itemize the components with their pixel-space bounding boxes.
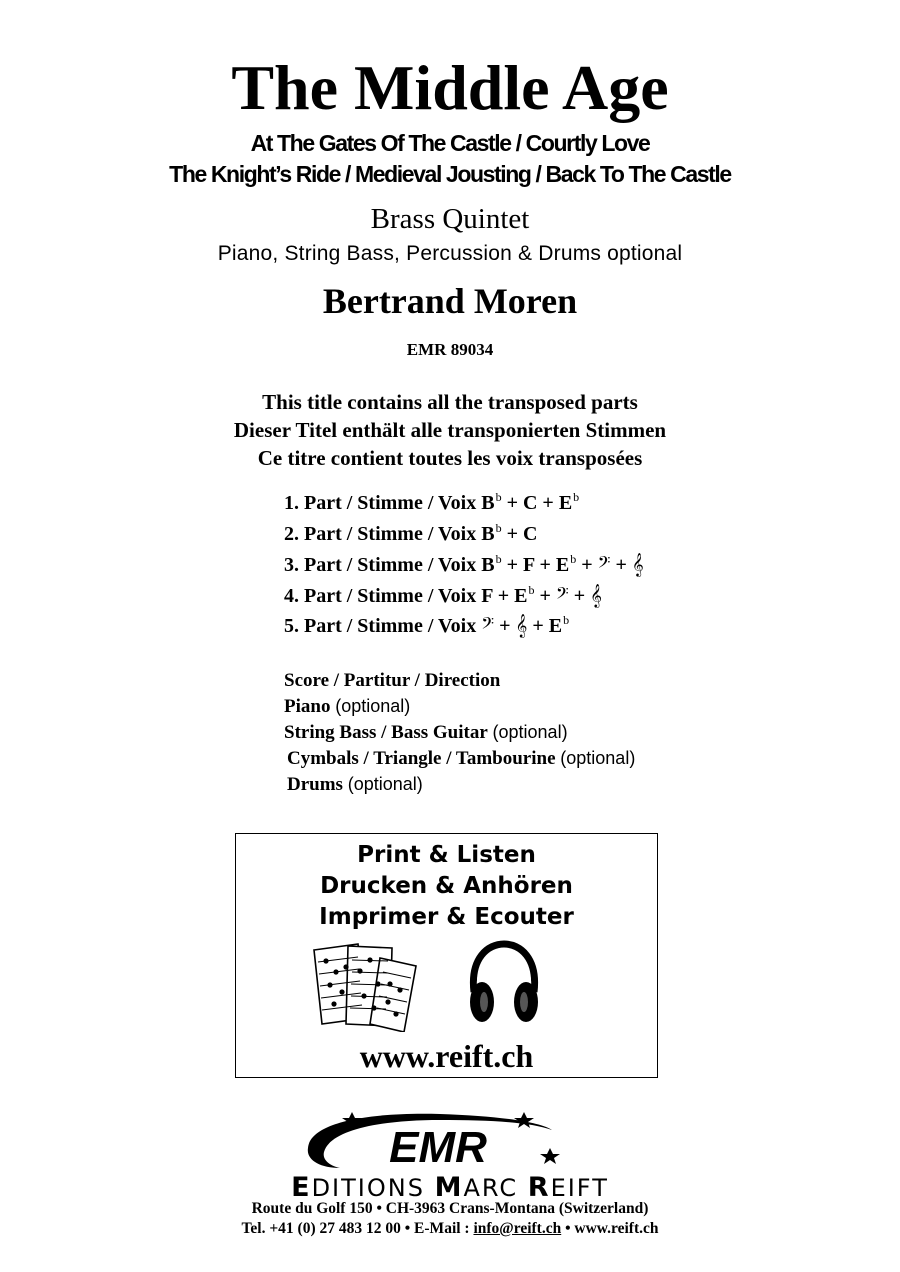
emr-logo-text: EMR xyxy=(389,1123,487,1172)
part-voicing: $B^b + F + E^b$ + 𝄢 + 𝄞 xyxy=(481,552,644,576)
treble-clef-icon: 𝄞 xyxy=(515,613,528,637)
part-item: 3. Part / Stimme / Voix $B^b + F + E^b$ + 𝄢 + 𝄞 xyxy=(284,552,644,576)
headphones-icon xyxy=(464,940,544,1028)
extra-item: String Bass / Bass Guitar (optional) xyxy=(284,722,568,743)
email-link[interactable]: info@reift.ch xyxy=(473,1220,562,1237)
part-voicing: 𝄢 + 𝄞 + $E^b$ xyxy=(481,613,570,637)
notice-german: Dieser Titel enthält alle transponierten Stimmen xyxy=(233,418,667,442)
instrumentation: Brass Quintet xyxy=(370,203,530,235)
part-item: 5. Part / Stimme / Voix 𝄢 + 𝄞 + $E^b$ xyxy=(284,613,570,637)
part-voicing: $F + E^b$ + 𝄢 + 𝄞 xyxy=(481,582,602,607)
promo-line-english: Print & Listen xyxy=(357,842,536,868)
notice-english: This title contains all the transposed parts xyxy=(262,390,638,414)
part-item: 2. Part / Stimme / Voix $B^b + C$ xyxy=(284,520,538,545)
part-voicing: $B^b + C$ xyxy=(481,520,538,545)
bass-clef-icon: 𝄢 xyxy=(481,613,495,637)
publisher-address: Route du Golf 150 • CH-3963 Crans-Montana (Switzerland) xyxy=(251,1200,649,1217)
optional-instruments: Piano, String Bass, Percussion & Drums optional xyxy=(217,242,683,265)
composer-name: Bertrand Moren xyxy=(322,281,578,321)
treble-clef-icon: 𝄞 xyxy=(590,582,602,607)
notice-french: Ce titre contient toutes les voix transposées xyxy=(257,446,643,470)
publisher-name: EDITIONS MARC REIFT xyxy=(291,1172,609,1203)
emr-logo xyxy=(300,1108,570,1176)
part-item: 1. Part / Stimme / Voix $B^b + C + E^b$ xyxy=(284,490,580,514)
extras-list xyxy=(284,667,804,797)
publisher-contact: Tel. +41 (0) 27 483 12 00 • E-Mail : info@reift.ch • www.reift.ch xyxy=(241,1220,659,1237)
part-voicing: $B^b + C + E^b$ xyxy=(481,490,580,514)
extra-item: Score / Partitur / Direction xyxy=(284,670,501,691)
bass-clef-icon: 𝄢 xyxy=(555,582,569,607)
print-listen-box xyxy=(235,833,658,1078)
promo-line-german: Drucken & Anhören xyxy=(320,873,573,899)
promo-line-french: Imprimer & Ecouter xyxy=(319,904,574,930)
page-title: The Middle Age xyxy=(231,52,669,123)
part-item: 4. Part / Stimme / Voix $F + E^b$ + 𝄢 + 𝄞 xyxy=(284,582,602,607)
movements-line-2: The Knight’s Ride / Medieval Jousting / Back To The Castle xyxy=(169,161,731,187)
treble-clef-icon: 𝄞 xyxy=(631,552,644,576)
extra-item: Drums (optional) xyxy=(287,774,423,795)
parts-list xyxy=(284,488,804,641)
bass-clef-icon: 𝄢 xyxy=(597,552,611,576)
extra-item: Cymbals / Triangle / Tambourine (optional) xyxy=(287,748,636,769)
catalog-number: EMR 89034 xyxy=(406,340,494,359)
movements-line-1: At The Gates Of The Castle / Courtly Love xyxy=(250,130,650,156)
extra-item: Piano (optional) xyxy=(284,696,411,717)
promo-website[interactable]: www.reift.ch xyxy=(359,1038,534,1074)
sheet-music-icon xyxy=(308,940,428,1032)
